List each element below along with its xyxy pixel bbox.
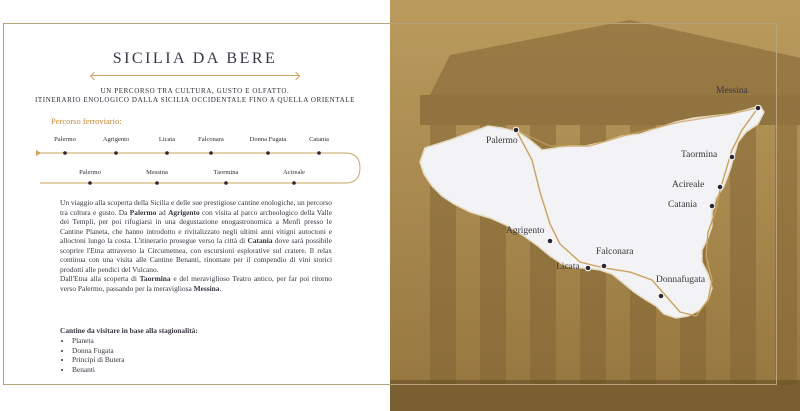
rail-stop-dot	[114, 151, 118, 155]
title-divider	[92, 75, 298, 76]
sicily-map	[390, 0, 800, 411]
rail-stop-label: Catania	[309, 136, 329, 143]
rail-heading: Percorso ferroviario:	[51, 116, 122, 126]
palermo-marker	[513, 127, 519, 133]
rail-stop-label: Falconara	[198, 136, 224, 143]
city-label-licata: Licata	[556, 262, 580, 272]
city-label-falconara: Falconara	[596, 247, 634, 257]
taormina-marker	[729, 154, 735, 160]
rail-route-line	[38, 153, 360, 183]
rail-stop-label: Taormina	[213, 169, 239, 176]
city-label-agrigento: Agrigento	[506, 226, 545, 236]
wineries-list	[60, 336, 125, 374]
list-item: • Planeta	[72, 336, 125, 346]
rail-stop-label: Agrigento	[102, 136, 130, 143]
list-item: • Donna Fugata	[72, 346, 125, 356]
page-title: SICILIA DA BERE	[112, 50, 278, 67]
wineries-heading: Cantine da visitare in base alla stagionalità:	[60, 326, 198, 335]
city-label-catania: Catania	[668, 200, 698, 210]
agrigento-marker	[547, 238, 553, 244]
rail-stop-dot	[88, 181, 92, 185]
donnafugata-marker	[658, 293, 664, 299]
rail-stop-dot	[292, 181, 296, 185]
rail-stop-label: Messina	[146, 169, 168, 176]
rail-stop-dot	[266, 151, 270, 155]
sicily-island	[420, 106, 764, 318]
city-label-palermo: Palermo	[486, 136, 518, 146]
rail-stop-dot	[209, 151, 213, 155]
itinerary-description: Un viaggio alla scoperta della Sicilia e delle sue prestigiose cantine enologiche, un percorso tra cultura e gusto. Da Palermo ad Agrigento con visita al parco archeologico della Valle dei Templi, per poi rifugiarsi in una degustazione enogastronomica a Menfi presso le Cantine Planeta, che hanno introdotto e rivitalizzato negli ultimi anni vitigni autoctoni e alloctoni lungo la costa. L'itinerario prosegue verso la città di Catania dove sarà possibile scoprire l'Etna attraverso la Circumetnea, con escursioni esplorative sul cratere. Il relax continua con una visita alle Cantine Benanti, rinomate per il compendio di vini storici prodotti alle pendici del Vulcano. Dall'Etna alla scoperta di Taormina e del meraviglioso Teatro antico, per far poi ritorno verso Palermo, passando per la meravigliosa Messina.	[60, 198, 333, 293]
city-label-messina: Messina	[716, 86, 748, 96]
rail-stop-label: Palermo	[79, 169, 101, 176]
rail-stop-dot	[155, 181, 159, 185]
rail-stop-dot	[63, 151, 67, 155]
subtitle-line-1: UN PERCORSO TRA CULTURA, GUSTO E OLFATTO.	[100, 87, 290, 95]
city-label-acireale: Acireale	[672, 180, 705, 190]
acireale-marker	[717, 184, 723, 190]
licata-marker	[585, 265, 591, 271]
city-label-taormina: Taormina	[681, 150, 718, 160]
rail-stop-label: Palermo	[54, 136, 76, 143]
rail-stop-label: Licata	[158, 136, 176, 143]
rail-stop-dot	[224, 181, 228, 185]
rail-stop-label: Donna Fugata	[249, 136, 287, 143]
subtitle-line-2: ITINERARIO ENOLOGICO DALLA SICILIA OCCIDENTALE FINO A QUELLA ORIENTALE	[34, 96, 356, 104]
rail-route-start-arrow	[36, 150, 41, 156]
messina-marker	[755, 105, 761, 111]
falconara-marker	[601, 263, 607, 269]
rail-stop-dot	[165, 151, 169, 155]
city-label-donnafugata: Donnafugata	[656, 275, 706, 285]
catania-marker	[709, 203, 715, 209]
list-item: • Principi di Butera	[72, 355, 125, 365]
rail-stop-dot	[317, 151, 321, 155]
list-item: • Benanti	[72, 365, 125, 375]
rail-stop-label: Acireale	[282, 169, 306, 176]
